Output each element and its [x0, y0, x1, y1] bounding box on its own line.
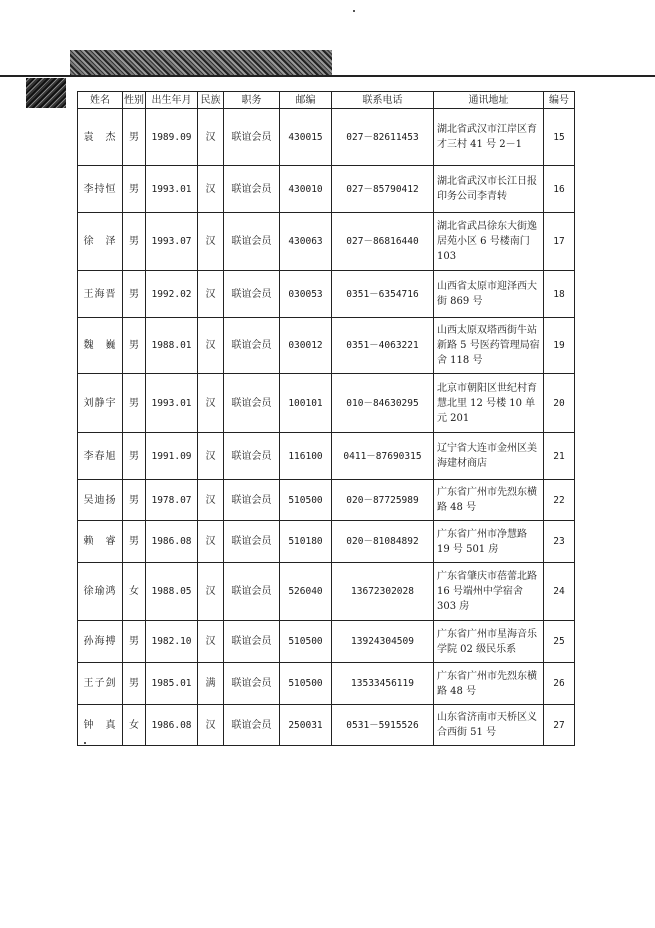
cell-number: 16 — [544, 166, 575, 213]
cell-postcode: 430063 — [280, 213, 332, 271]
cell-phone: 020－87725989 — [332, 480, 434, 521]
cell-name: 徐瑜鸿 — [78, 563, 123, 621]
member-roster-table — [77, 91, 575, 746]
cell-ethnicity: 汉 — [198, 213, 224, 271]
cell-role: 联谊会员 — [224, 433, 280, 480]
cell-address: 湖北省武昌徐东大街逸居苑小区 6 号楼南门 103 — [434, 213, 544, 271]
cell-number: 23 — [544, 521, 575, 563]
cell-gender: 男 — [123, 521, 146, 563]
column-header-name: 姓名 — [78, 92, 123, 109]
cell-postcode: 526040 — [280, 563, 332, 621]
cell-role: 联谊会员 — [224, 563, 280, 621]
cell-role: 联谊会员 — [224, 213, 280, 271]
cell-phone: 0411－87690315 — [332, 433, 434, 480]
header-banner-pattern — [70, 50, 332, 76]
cell-birth-date: 1989.09 — [146, 109, 198, 166]
cell-gender: 男 — [123, 109, 146, 166]
cell-role: 联谊会员 — [224, 621, 280, 663]
column-header-ethnicity: 民族 — [198, 92, 224, 109]
cell-birth-date: 1991.09 — [146, 433, 198, 480]
cell-birth-date: 1986.08 — [146, 521, 198, 563]
table-row — [78, 374, 575, 433]
column-header-phone: 联系电话 — [332, 92, 434, 109]
cell-address: 广东省广州市净慧路 19 号 501 房 — [434, 521, 544, 563]
cell-name: 徐 泽 — [78, 213, 123, 271]
cell-number: 25 — [544, 621, 575, 663]
cell-phone: 13672302028 — [332, 563, 434, 621]
cell-ethnicity: 汉 — [198, 433, 224, 480]
cell-role: 联谊会员 — [224, 663, 280, 705]
scan-speck — [353, 10, 355, 12]
cell-number: 24 — [544, 563, 575, 621]
cell-birth-date: 1978.07 — [146, 480, 198, 521]
table-row — [78, 663, 575, 705]
cell-role: 联谊会员 — [224, 109, 280, 166]
table-row — [78, 521, 575, 563]
cell-name: 赖 睿 — [78, 521, 123, 563]
table-row — [78, 318, 575, 374]
cell-birth-date: 1988.05 — [146, 563, 198, 621]
cell-name: 袁 杰 — [78, 109, 123, 166]
cell-address: 北京市朝阳区世纪村育慧北里 12 号楼 10 单元 201 — [434, 374, 544, 433]
cell-name: 王子剑 — [78, 663, 123, 705]
table-row — [78, 563, 575, 621]
cell-ethnicity: 汉 — [198, 271, 224, 318]
cell-birth-date: 1993.07 — [146, 213, 198, 271]
cell-number: 19 — [544, 318, 575, 374]
cell-address: 广东省广州市星海音乐学院 02 级民乐系 — [434, 621, 544, 663]
cell-name: 李春旭 — [78, 433, 123, 480]
cell-number: 27 — [544, 705, 575, 746]
cell-address: 山西太原双塔西街牛站新路 5 号医药管理局宿舍 118 号 — [434, 318, 544, 374]
cell-role: 联谊会员 — [224, 480, 280, 521]
column-header-gender: 性别 — [123, 92, 146, 109]
column-header-number: 编号 — [544, 92, 575, 109]
table-row — [78, 213, 575, 271]
cell-gender: 女 — [123, 563, 146, 621]
cell-birth-date: 1988.01 — [146, 318, 198, 374]
cell-address: 广东省肇庆市蓓蕾北路 16 号端州中学宿舍 303 房 — [434, 563, 544, 621]
cell-address: 辽宁省大连市金州区美海建材商店 — [434, 433, 544, 480]
cell-name: 刘静宇 — [78, 374, 123, 433]
cell-birth-date: 1982.10 — [146, 621, 198, 663]
table-row — [78, 271, 575, 318]
table-row — [78, 480, 575, 521]
cell-number: 22 — [544, 480, 575, 521]
cell-role: 联谊会员 — [224, 166, 280, 213]
cell-number: 18 — [544, 271, 575, 318]
cell-phone: 027－85790412 — [332, 166, 434, 213]
cell-gender: 男 — [123, 166, 146, 213]
cell-postcode: 510180 — [280, 521, 332, 563]
cell-phone: 13924304509 — [332, 621, 434, 663]
cell-postcode: 430015 — [280, 109, 332, 166]
column-header-postcode: 邮编 — [280, 92, 332, 109]
cell-birth-date: 1986.08 — [146, 705, 198, 746]
cell-number: 15 — [544, 109, 575, 166]
cell-phone: 0351－4063221 — [332, 318, 434, 374]
cell-name: 吴迪扬 — [78, 480, 123, 521]
cell-postcode: 510500 — [280, 663, 332, 705]
cell-role: 联谊会员 — [224, 705, 280, 746]
header-rule — [0, 75, 655, 77]
cell-ethnicity: 汉 — [198, 480, 224, 521]
column-header-address: 通讯地址 — [434, 92, 544, 109]
table-row — [78, 166, 575, 213]
cell-address: 湖北省武汉市长江日报印务公司李青转 — [434, 166, 544, 213]
cell-ethnicity: 汉 — [198, 563, 224, 621]
cell-gender: 男 — [123, 374, 146, 433]
cell-address: 山东省济南市天桥区义合西街 51 号 — [434, 705, 544, 746]
cell-role: 联谊会员 — [224, 271, 280, 318]
cell-gender: 男 — [123, 271, 146, 318]
cell-phone: 0531－5915526 — [332, 705, 434, 746]
cell-ethnicity: 汉 — [198, 166, 224, 213]
cell-postcode: 030053 — [280, 271, 332, 318]
cell-ethnicity: 汉 — [198, 109, 224, 166]
cell-ethnicity: 汉 — [198, 374, 224, 433]
cell-number: 20 — [544, 374, 575, 433]
cell-name: 钟 真 — [78, 705, 123, 746]
cell-postcode: 250031 — [280, 705, 332, 746]
table-header-row — [78, 92, 575, 109]
table-row — [78, 109, 575, 166]
table-row — [78, 621, 575, 663]
cell-role: 联谊会员 — [224, 521, 280, 563]
cell-phone: 13533456119 — [332, 663, 434, 705]
cell-postcode: 030012 — [280, 318, 332, 374]
cell-address: 湖北省武汉市江岸区育才三村 41 号 2－1 — [434, 109, 544, 166]
cell-phone: 027－86816440 — [332, 213, 434, 271]
cell-role: 联谊会员 — [224, 318, 280, 374]
cell-phone: 027－82611453 — [332, 109, 434, 166]
column-header-role: 职务 — [224, 92, 280, 109]
cell-gender: 男 — [123, 433, 146, 480]
cell-number: 21 — [544, 433, 575, 480]
cell-phone: 020－81084892 — [332, 521, 434, 563]
side-marker-pattern — [26, 78, 66, 108]
cell-birth-date: 1992.02 — [146, 271, 198, 318]
cell-address: 广东省广州市先烈东横路 48 号 — [434, 663, 544, 705]
cell-ethnicity: 汉 — [198, 521, 224, 563]
cell-postcode: 116100 — [280, 433, 332, 480]
cell-gender: 男 — [123, 480, 146, 521]
cell-postcode: 510500 — [280, 621, 332, 663]
cell-number: 26 — [544, 663, 575, 705]
cell-postcode: 430010 — [280, 166, 332, 213]
cell-role: 联谊会员 — [224, 374, 280, 433]
cell-phone: 010－84630295 — [332, 374, 434, 433]
cell-birth-date: 1985.01 — [146, 663, 198, 705]
cell-birth-date: 1993.01 — [146, 374, 198, 433]
cell-ethnicity: 汉 — [198, 621, 224, 663]
cell-ethnicity: 汉 — [198, 705, 224, 746]
cell-gender: 男 — [123, 213, 146, 271]
cell-name: 魏 巍 — [78, 318, 123, 374]
table-row — [78, 705, 575, 746]
cell-name: 孙海搏 — [78, 621, 123, 663]
cell-phone: 0351－6354716 — [332, 271, 434, 318]
cell-gender: 男 — [123, 621, 146, 663]
cell-name: 李持恒 — [78, 166, 123, 213]
cell-gender: 男 — [123, 318, 146, 374]
column-header-birth: 出生年月 — [146, 92, 198, 109]
cell-ethnicity: 汉 — [198, 318, 224, 374]
cell-name: 王海晋 — [78, 271, 123, 318]
table-row — [78, 433, 575, 480]
cell-ethnicity: 满 — [198, 663, 224, 705]
cell-number: 17 — [544, 213, 575, 271]
cell-postcode: 510500 — [280, 480, 332, 521]
cell-address: 山西省太原市迎泽西大街 869 号 — [434, 271, 544, 318]
cell-birth-date: 1993.01 — [146, 166, 198, 213]
cell-address: 广东省广州市先烈东横路 48 号 — [434, 480, 544, 521]
cell-gender: 男 — [123, 663, 146, 705]
cell-gender: 女 — [123, 705, 146, 746]
cell-postcode: 100101 — [280, 374, 332, 433]
